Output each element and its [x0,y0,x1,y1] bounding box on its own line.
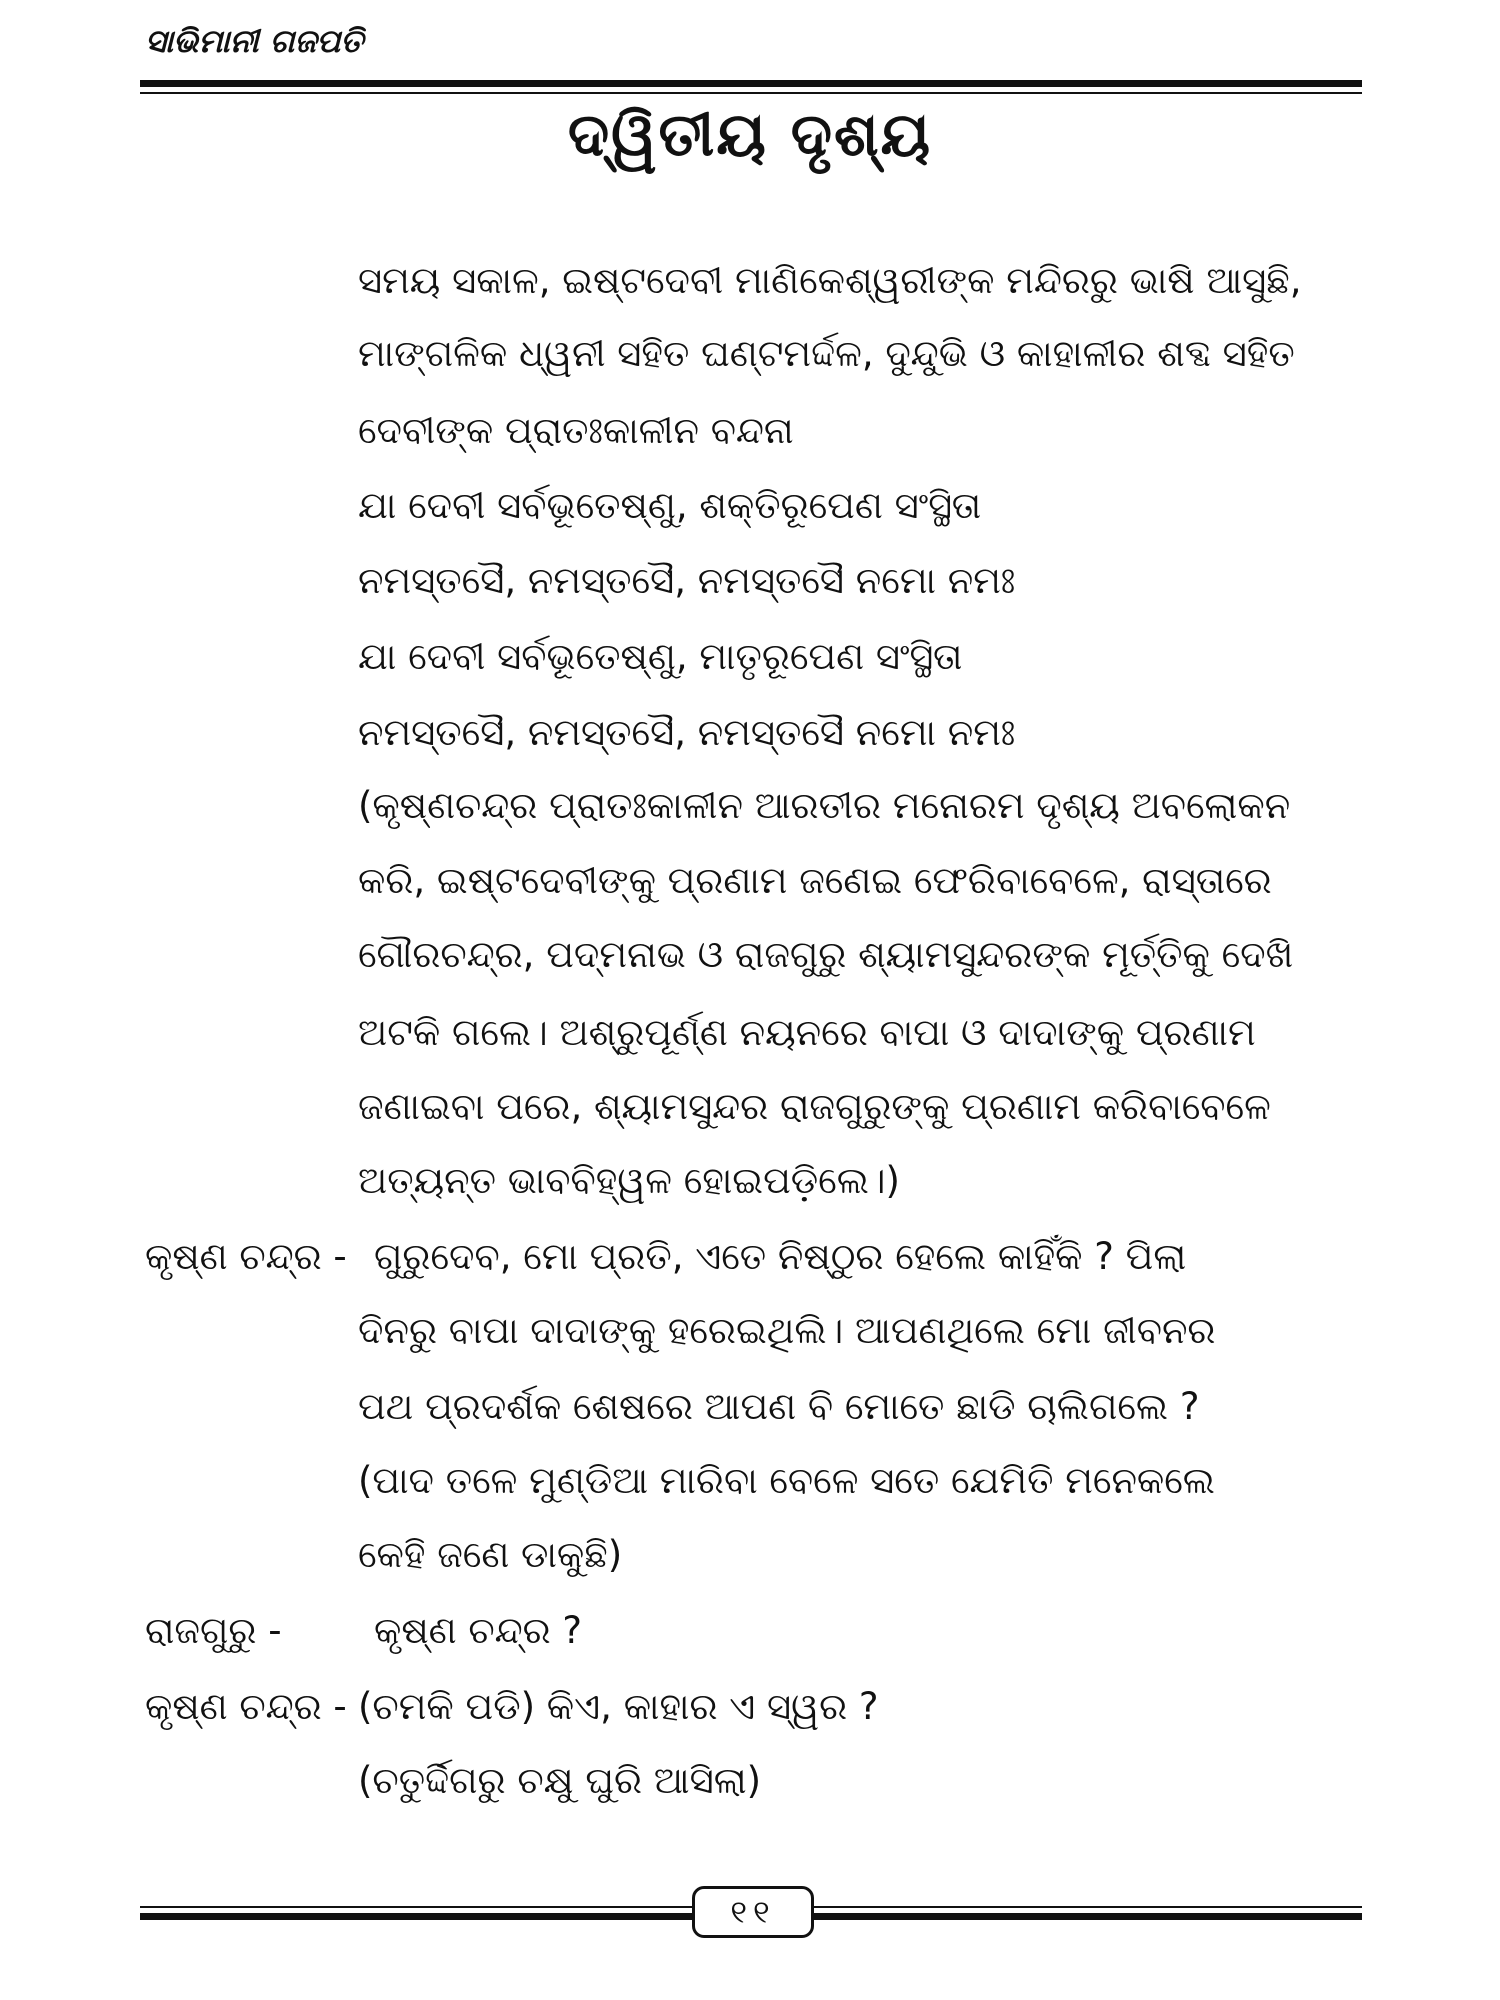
text-line: ଯା ଦେବୀ ସର୍ବଭୂତେଷ୍ଣୁ, ମାତୃରୂପେଣ ସଂସ୍ଥିତା [358,635,963,678]
text-line: କରି, ଇଷ୍ଟଦେବୀଙ୍କୁ ପ୍ରଣାମ ଜଣେଇ ଫେରିବାବେଳେ, ରାସ୍ତାରେ [358,859,1272,902]
dialogue-line: କୃଷ୍ଣ ଚନ୍ଦ୍ର ? [374,1609,583,1652]
text-line: ଅଟକି ଗଲେ। ଅଶ୍ରୁପୂର୍ଣ୍ଣ ନୟନରେ ବାପା ଓ ଦାଦାଙ୍କୁ ପ୍ରଣାମ [358,1011,1256,1054]
dialogue-line: ପଥ ପ୍ରଦର୍ଶକ ଶେଷରେ ଆପଣ ବି ମୋତେ ଛାଡି ଚାଲିଗଲେ ? [358,1385,1200,1428]
running-header-title: ସାଭିମାନୀ ଗଜପତି [145,22,364,60]
text-line: ଅତ୍ୟନ୍ତ ଭାବବିହ୍ୱଳ ହୋଇପଡ଼ିଲେ।) [358,1159,900,1202]
text-line: ସମୟ ସକାଳ, ଇଷ୍ଟଦେବୀ ମାଣିକେଶ୍ୱରୀଙ୍କ ମନ୍ଦିରରୁ ଭାଷି ଆସୁଛି, [358,259,1302,302]
text-line: (କୃଷ୍ଣଚନ୍ଦ୍ର ପ୍ରାତଃକାଳୀନ ଆରତୀର ମନୋରମ ଦୃଶ୍ୟ ଅବଲୋକନ [358,784,1291,827]
speaker-label: କୃଷ୍ଣ ଚନ୍ଦ୍ର - [145,1235,347,1278]
stage-direction-line: (ପାଦ ତଳେ ମୁଣ୍ଡିଆ ମାରିବା ବେଳେ ସତେ ଯେମିତି ମନେକଲେ [358,1459,1216,1502]
dialogue-line: (ଚମକି ପଡି) କିଏ, କାହାର ଏ ସ୍ୱର ? [358,1685,879,1728]
text-line: ଯା ଦେବୀ ସର୍ବଭୂତେଷ୍ଣୁ, ଶକ୍ତିରୂପେଣ ସଂସ୍ଥିତା [358,484,982,527]
header-rule-thick [140,80,1362,87]
text-line: ଜଣାଇବା ପରେ, ଶ୍ୟାମସୁନ୍ଦର ରାଜଗୁରୁଙ୍କୁ ପ୍ରଣାମ କରିବାବେଳେ [358,1085,1271,1128]
speaker-label: ରାଜଗୁରୁ - [145,1609,282,1652]
page-number: ୧୧ [692,1886,814,1938]
text-line: ମାଙ୍ଗଳିକ ଧ୍ୱନୀ ସହିତ ଘଣ୍ଟମର୍ଦ୍ଦଳ, ଦୁନ୍ଦୁଭି ଓ କାହାଳୀର ଶବ୍ଦ ସହିତ [358,332,1295,375]
text-line: ଦେବୀଙ୍କ ପ୍ରାତଃକାଳୀନ ବନ୍ଦନା [358,409,794,452]
stage-direction-line: କେହି ଜଣେ ଡାକୁଛି) [358,1533,623,1576]
speaker-label: କୃଷ୍ଣ ଚନ୍ଦ୍ର - [145,1685,347,1728]
stage-direction-line: (ଚତୁର୍ଦ୍ଦିଗରୁ ଚକ୍ଷୁ ଘୁରି ଆସିଲା) [358,1759,762,1802]
text-line: ନମସ୍ତସୈ, ନମସ୍ତସୈ, ନମସ୍ତସୈ ନମୋ ନମଃ [358,711,1016,754]
header-rule-thin [140,92,1362,94]
text-line: ଗୌରଚନ୍ଦ୍ର, ପଦ୍ମନାଭ ଓ ରାଜଗୁରୁ ଶ୍ୟାମସୁନ୍ଦରଙ୍କ ମୂର୍ତ୍ତିକୁ ଦେଖି [358,933,1294,976]
dialogue-line: ଗୁରୁଦେବ, ମୋ ପ୍ରତି, ଏତେ ନିଷ୍ଠୁର ହେଲେ କାହିଁକି ? ପିଲା [374,1235,1187,1278]
dialogue-line: ଦିନରୁ ବାପା ଦାଦାଙ୍କୁ ହରେଇଥିଲି। ଆପଣଥିଲେ ମୋ ଜୀବନର [358,1309,1216,1352]
scene-title: ଦ୍ୱିତୀୟ ଦୃଶ୍ୟ [567,100,933,170]
text-line: ନମସ୍ତସୈ, ନମସ୍ତସୈ, ନମସ୍ତସୈ ନମୋ ନମଃ [358,559,1016,602]
